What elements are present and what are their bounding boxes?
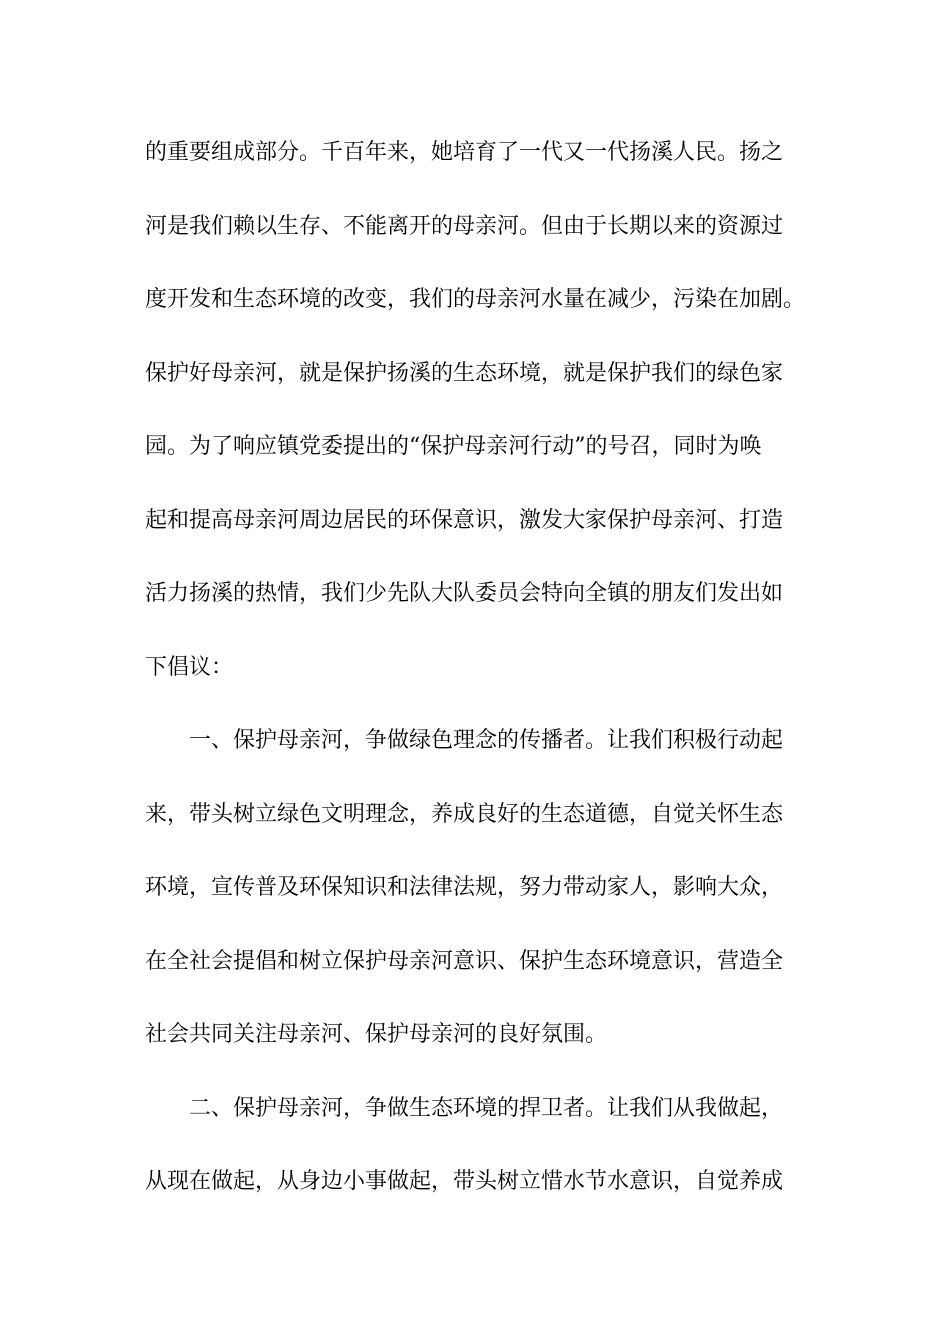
body-text [145,128,825,1231]
text-line: 的重要组成部分。千百年来，她培育了一代又一代扬溪人民。扬之 [145,140,784,165]
text-line: 园。为了响应镇党委提出的“保护母亲河行动”的号召，同时为唤 [145,434,762,459]
text-line: 河是我们赖以生存、不能离开的母亲河。但由于长期以来的资源过 [145,213,784,239]
text-line: 下倡议： [145,654,234,680]
text-line: 活力扬溪的热情，我们少先队大队委员会特向全镇的朋友们发出如 [145,581,784,606]
text-line: 度开发和生态环境的改变，我们的母亲河水量在减少，污染在加剧。 [145,287,806,312]
text-line: 来，带头树立绿色文明理念，养成良好的生态道德，自觉关怀生态 [145,801,784,827]
text-line: 保护好母亲河，就是保护扬溪的生态环境，就是保护我们的绿色家 [145,360,784,386]
text-line: 在全社会提倡和树立保护母亲河意识、保护生态环境意识，营造全 [145,948,784,974]
paragraph-first-line: 一、保护母亲河，争做绿色理念的传播者。让我们积极行动起 [189,728,784,753]
paragraph-first-line: 二、保护母亲河，争做生态环境的捍卫者。让我们从我做起， [189,1095,784,1121]
text-line: 社会共同关注母亲河、保护母亲河的良好氛围。 [145,1022,608,1047]
text-line: 从现在做起，从身边小事做起，带头树立惜水节水意识，自觉养成 [145,1169,784,1194]
text-line: 起和提高母亲河周边居民的环保意识，激发大家保护母亲河、打造 [145,507,784,533]
text-line: 环境，宣传普及环保知识和法律法规，努力带动家人，影响大众， [145,875,784,900]
